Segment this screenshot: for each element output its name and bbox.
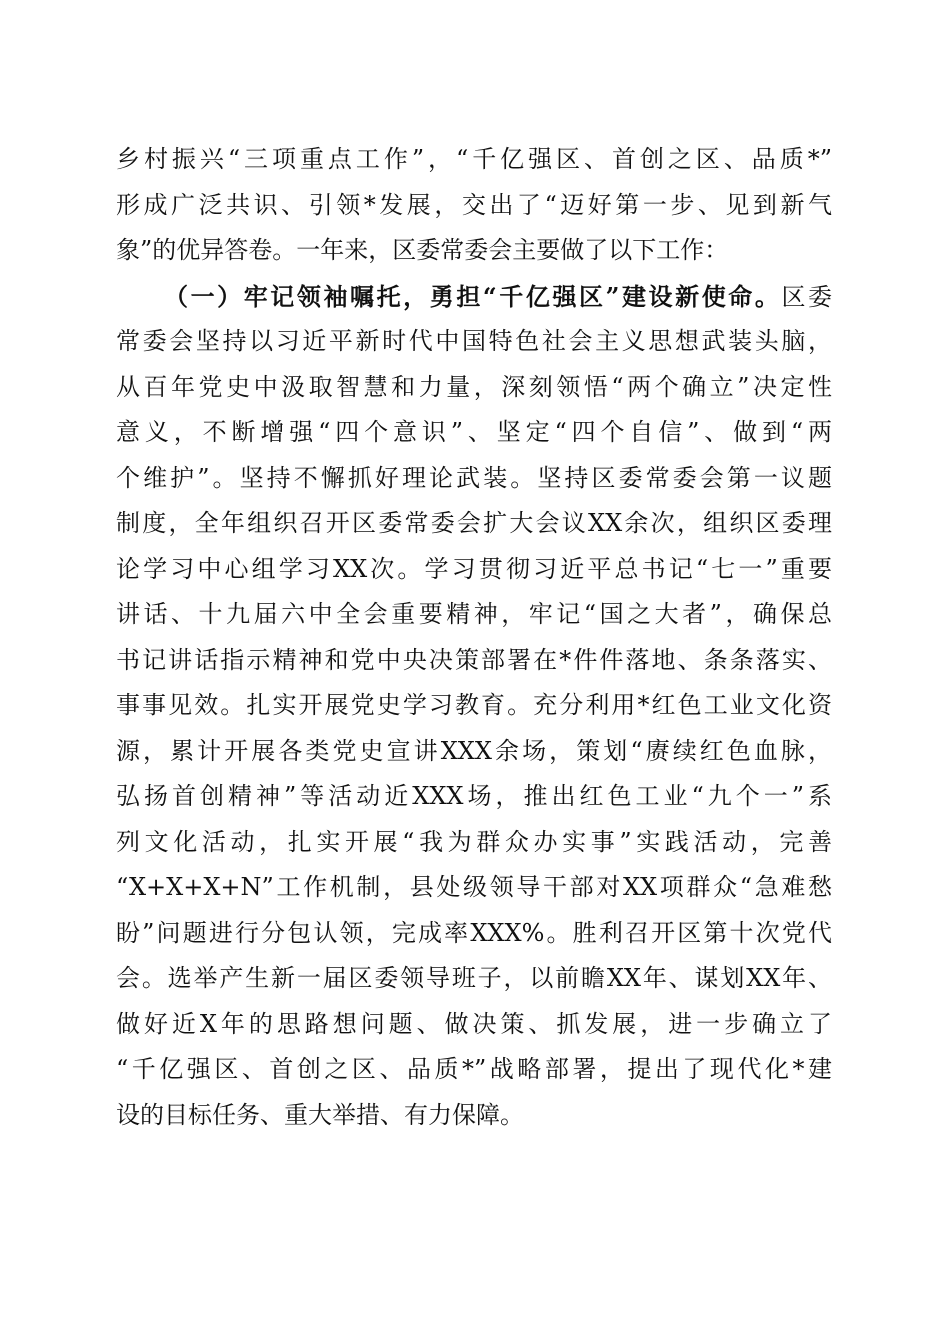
paragraph-line: 做好近X年的思路想问题、做决策、抓发展，进一步确立了 <box>116 1009 832 1038</box>
paragraph-line: 事事见效。扎实开展党史学习教育。充分利用*红色工业文化资 <box>116 691 832 719</box>
paragraph-line: 从百年党史中汲取智慧和力量，深刻领悟“两个确立”决定性 <box>116 372 832 401</box>
section-heading: （一）牢记领袖嘱托，勇担“千亿强区”建设新使命。 <box>164 281 782 311</box>
paragraph-line: 会。选举产生新一届区委领导班子，以前瞻XX年、谋划XX年、 <box>116 964 832 992</box>
paragraph-line: 论学习中心组学习XX次。学习贯彻习近平总书记“七一”重要 <box>116 554 832 583</box>
paragraph-line: “千亿强区、首创之区、品质*”战略部署，提出了现代化*建 <box>116 1055 832 1083</box>
paragraph-line: 列文化活动，扎实开展“我为群众办实事”实践活动，完善 <box>116 827 832 856</box>
paragraph-line: 常委会坚持以习近平新时代中国特色社会主义思想武装头脑， <box>116 327 832 355</box>
paragraph-line: 个维护”。坚持不懈抓好理论武装。坚持区委常委会第一议题 <box>116 463 832 492</box>
paragraph-line: 乡村振兴“三项重点工作”，“千亿强区、首创之区、品质*” <box>116 145 832 173</box>
paragraph-line: 象”的优异答卷。一年来，区委常委会主要做了以下工作： <box>116 236 729 264</box>
body-text <box>116 137 832 1138</box>
paragraph-line: 意义，不断增强“四个意识”、坚定“四个自信”、做到“两 <box>116 418 832 446</box>
heading-line-rest: 区委 <box>781 282 833 311</box>
paragraph-line: “X+X+X+N”工作机制，县处级领导干部对XX项群众“急难愁 <box>116 873 832 901</box>
paragraph-line: 设的目标任务、重大举措、有力保障。 <box>116 1100 524 1129</box>
paragraph-line: 形成广泛共识、引领*发展，交出了“迈好第一步、见到新气 <box>116 190 832 219</box>
paragraph-line: 制度，全年组织召开区委常委会扩大会议XX余次，组织区委理 <box>116 509 832 537</box>
section-heading-line <box>116 274 832 320</box>
paragraph-line: 盼”问题进行分包认领，完成率XXX%。胜利召开区第十次党代 <box>116 918 832 947</box>
paragraph-line: 弘扬首创精神”等活动近XXX场，推出红色工业“九个一”系 <box>116 782 832 810</box>
paragraph-line: 源，累计开展各类党史宣讲XXX余场，策划“赓续红色血脉， <box>116 736 832 765</box>
paragraph-line: 讲话、十九届六中全会重要精神，牢记“国之大者”，确保总 <box>116 600 832 628</box>
paragraph-line: 书记讲话指示精神和党中央决策部署在*件件落地、条条落实、 <box>116 645 832 674</box>
